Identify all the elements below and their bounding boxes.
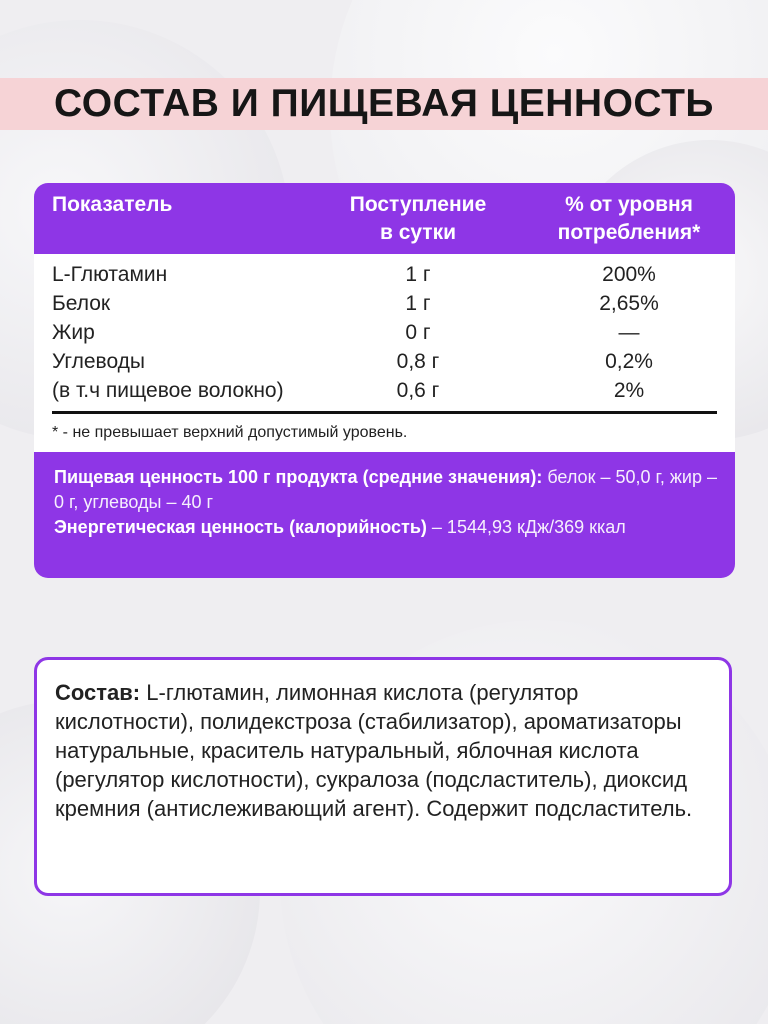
row-name: (в т.ч пищевое волокно) xyxy=(52,379,284,402)
table-body xyxy=(34,254,735,452)
table-divider xyxy=(52,411,717,414)
row-amount: 1 г xyxy=(405,292,431,315)
row-name: Белок xyxy=(52,292,111,315)
energy-value-line xyxy=(54,515,719,540)
row-amount: 1 г xyxy=(405,263,431,286)
row-name: L-Глютамин xyxy=(52,263,168,286)
row-amount: 0 г xyxy=(405,321,431,344)
header-daily-intake: Поступление в сутки xyxy=(349,193,487,244)
nutrition-value-content: белок – 50,0 г, жир – 0 г, углеводы – 40 г xyxy=(54,467,717,512)
table-header xyxy=(34,183,735,254)
nutrition-value-text xyxy=(54,465,719,540)
nutrition-facts-card xyxy=(34,183,735,578)
table-row xyxy=(34,318,735,347)
row-name: Углеводы xyxy=(52,350,146,373)
row-amount: 0,6 г xyxy=(396,379,440,402)
nutrition-value-label: Пищевая ценность 100 г продукта (средние значения): xyxy=(54,467,543,487)
composition-label: Состав: xyxy=(55,680,141,705)
composition-text xyxy=(55,678,710,823)
row-percent: 200% xyxy=(602,263,656,286)
page-title: СОСТАВ И ПИЩЕВАЯ ЦЕННОСТЬ xyxy=(54,82,714,125)
footnote: * - не превышает верхний допустимый уровень. xyxy=(52,424,408,441)
header-percent-of-intake: % от уровня потребления* xyxy=(557,193,701,244)
energy-value-content: – 1544,93 кДж/369 ккал xyxy=(426,517,626,537)
table-rows xyxy=(34,260,735,405)
row-percent: — xyxy=(618,321,640,344)
row-percent: 2,65% xyxy=(599,292,659,315)
composition-card xyxy=(34,657,732,896)
table-row xyxy=(34,260,735,289)
header-indicator: Показатель xyxy=(52,193,173,216)
row-percent: 0,2% xyxy=(605,350,653,373)
row-amount: 0,8 г xyxy=(396,350,440,373)
table-row xyxy=(34,376,735,405)
row-percent: 2% xyxy=(613,379,645,402)
table-row xyxy=(34,347,735,376)
table-row xyxy=(34,289,735,318)
composition-content: L-глютамин, лимонная кислота (регулятор кислотности), полидекстроза (стабилизатор), ароматизаторы натуральные, краситель натуральный, яблочная кислота (регулятор кислотности), сукралоза (подсластитель), диоксид кремния (антислеживающий агент). Содержит подсластитель. xyxy=(55,680,693,821)
nutrition-value-line xyxy=(54,465,719,515)
energy-value-label: Энергетическая ценность (калорийность) xyxy=(54,517,427,537)
row-name: Жир xyxy=(52,321,95,344)
